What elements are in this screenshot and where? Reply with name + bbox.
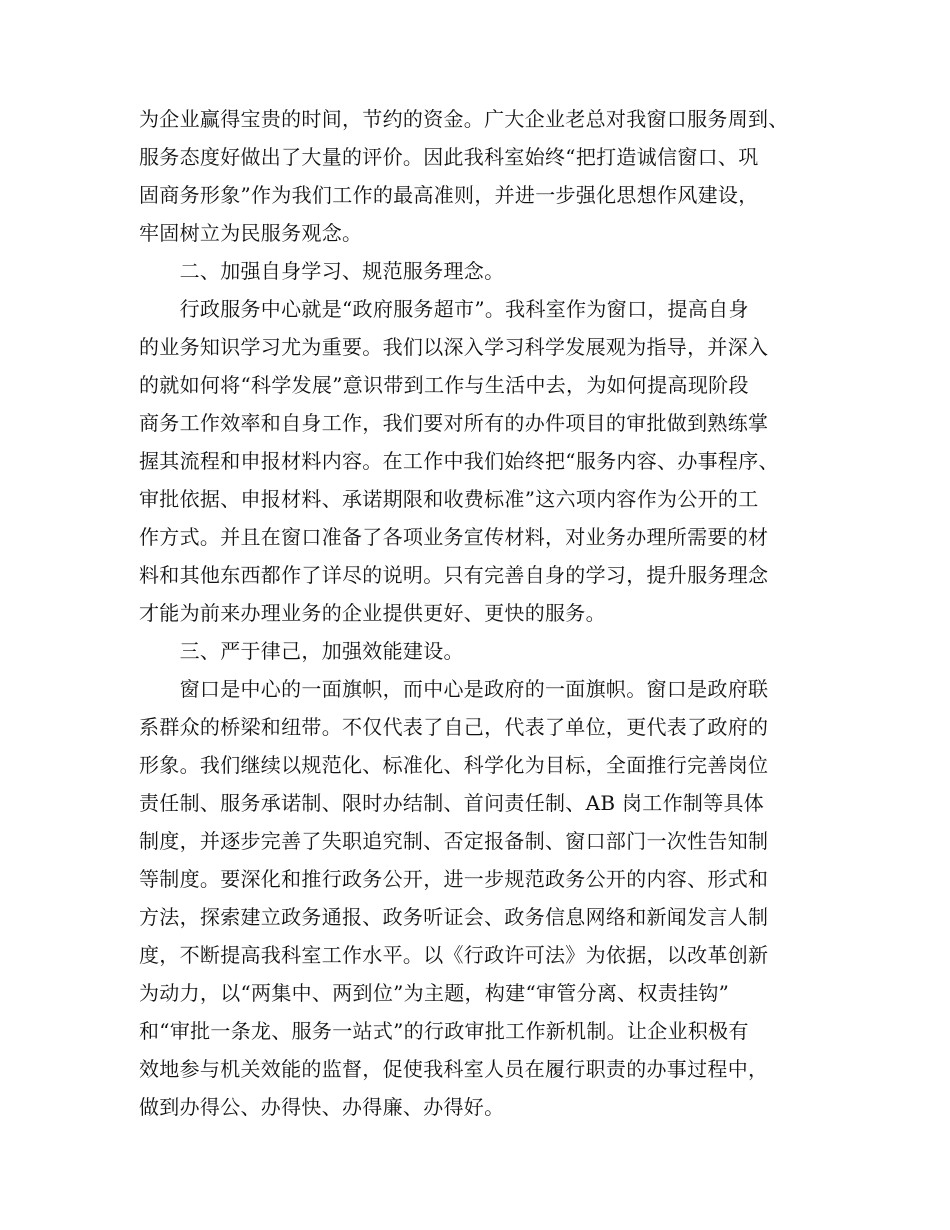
text-line: 审批依据、申报材料、承诺期限和收费标准”这六项内容作为公开的工 <box>139 487 759 511</box>
text-line: 行政服务中心就是“政府服务超市”。我科室作为窗口，提高自身 <box>139 297 749 321</box>
text-line: 的就如何将“科学发展”意识带到工作与生活中去，为如何提高现阶段 <box>139 373 749 397</box>
document-body <box>139 100 829 1126</box>
text-line: 形象。我们继续以规范化、标准化、科学化为目标，全面推行完善岗位 <box>139 753 769 777</box>
text-line: 作方式。并且在窗口准备了各项业务宣传材料，对业务办理所需要的材 <box>139 525 769 549</box>
text-line: 做到办得公、办得快、办得廉、办得好。 <box>139 1095 505 1119</box>
text-line: 和“审批一条龙、服务一站式”的行政审批工作新机制。让企业积极有 <box>139 1019 749 1043</box>
text-line: 制度，并逐步完善了失职追究制、否定报备制、窗口部门一次性告知制 <box>139 829 769 853</box>
text-line: 为企业赢得宝贵的时间，节约的资金。广大企业老总对我窗口服务周到、 <box>139 107 789 131</box>
text-line: 商务工作效率和自身工作，我们要对所有的办件项目的审批做到熟练掌 <box>139 411 769 435</box>
text-line: 服务态度好做出了大量的评价。因此我科室始终“把打造诚信窗口、巩 <box>139 145 759 169</box>
text-line: 料和其他东西都作了详尽的说明。只有完善自身的学习，提升服务理念 <box>139 563 769 587</box>
text-line: 的业务知识学习尤为重要。我们以深入学习科学发展观为指导，并深入 <box>139 335 769 359</box>
text-line: 窗口是中心的一面旗帜，而中心是政府的一面旗帜。窗口是政府联 <box>139 677 769 701</box>
text-line: 握其流程和申报材料内容。在工作中我们始终把“服务内容、办事程序、 <box>139 449 779 473</box>
text-line: 牢固树立为民服务观念。 <box>139 221 363 245</box>
text-line: 等制度。要深化和推行政务公开，进一步规范政务公开的内容、形式和 <box>139 867 769 891</box>
text-line: 方法，探索建立政务通报、政务听证会、政务信息网络和新闻发言人制 <box>139 905 769 929</box>
text-line: 才能为前来办理业务的企业提供更好、更快的服务。 <box>139 601 606 625</box>
section-heading-2: 二、加强自身学习、规范服务理念。 <box>139 259 505 283</box>
text-line: 效地参与机关效能的监督，促使我科室人员在履行职责的办事过程中， <box>139 1057 769 1081</box>
text-line: 责任制、服务承诺制、限时办结制、首问责任制、AB 岗工作制等具体 <box>139 791 765 815</box>
text-line: 度，不断提高我科室工作水平。以《行政许可法》为依据，以改革创新 <box>139 943 769 967</box>
text-line: 系群众的桥梁和纽带。不仅代表了自己，代表了单位，更代表了政府的 <box>139 715 769 739</box>
text-line: 为动力，以“两集中、两到位”为主题，构建“审管分离、权责挂钩” <box>139 981 730 1005</box>
section-heading-3: 三、严于律己，加强效能建设。 <box>139 639 464 663</box>
text-line: 固商务形象”作为我们工作的最高准则，并进一步强化思想作风建设， <box>139 183 759 207</box>
